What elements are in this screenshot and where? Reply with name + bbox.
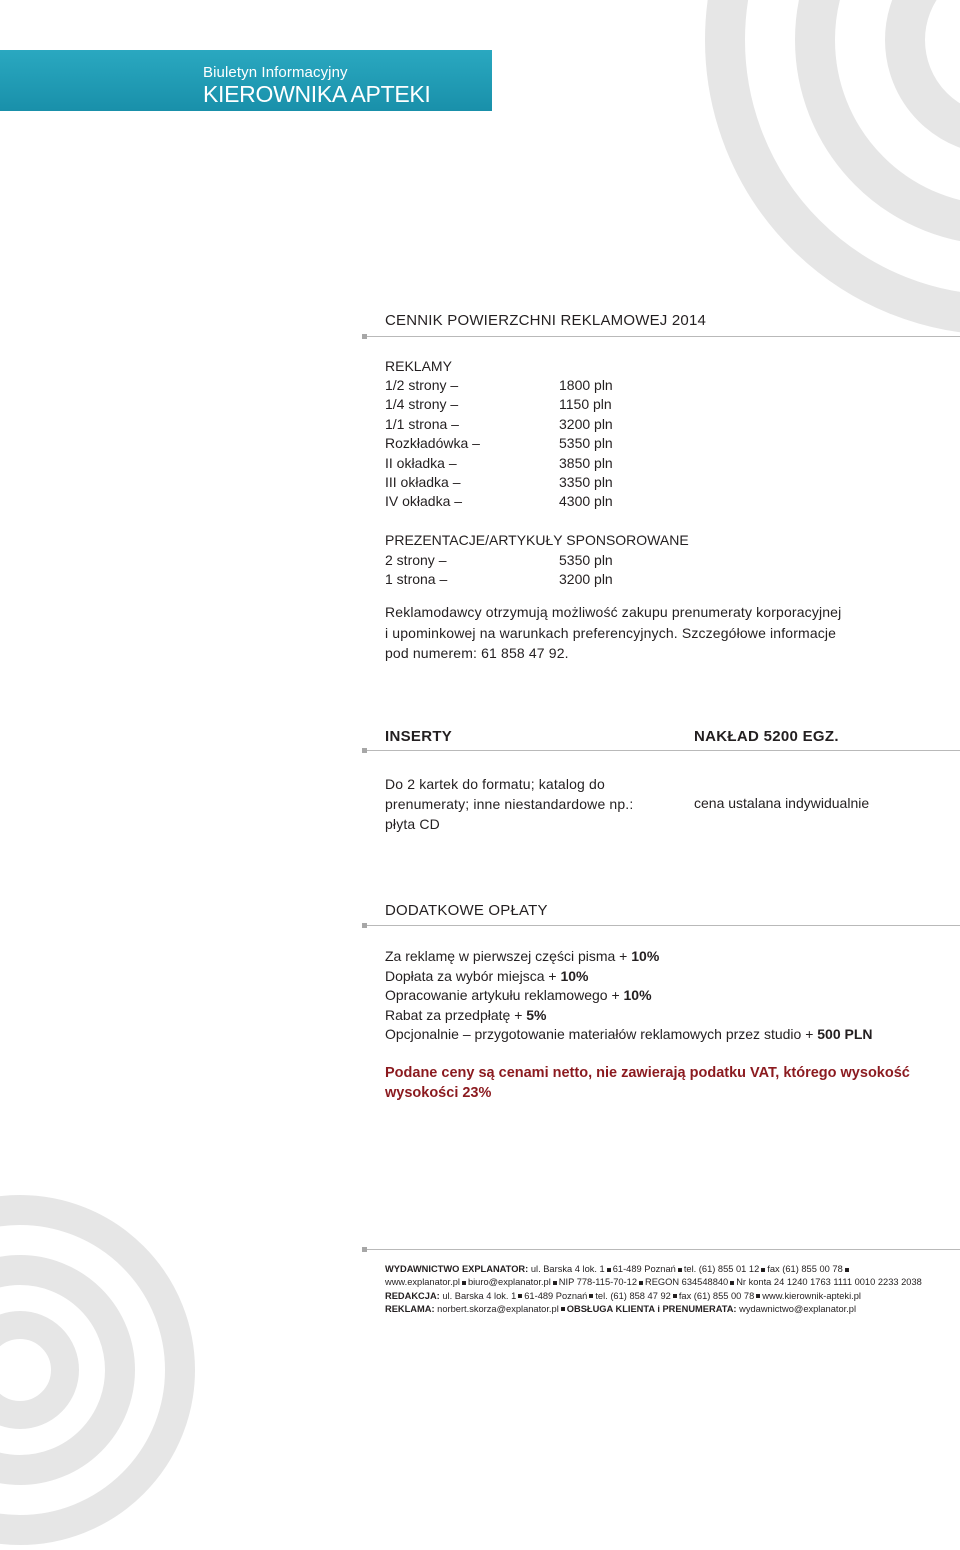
fee-label: Dopłata za wybór miejsca + [385,967,561,984]
editorial-address: ul. Barska 4 lok. 1 [442,1290,517,1301]
sponsored-heading: PREZENTACJE/ARTYKUŁY SPONSOROWANE [385,532,689,548]
item-price: 3200 pln [559,571,613,588]
description-line: prenumeraty; inne niestandardowe np.: [385,796,634,812]
fee-label: Opcjonalnie – przygotowanie materiałów reklamowych przez studio + [385,1026,818,1042]
section-divider [362,336,960,337]
vat-note [385,1063,910,1103]
item-price: 1150 pln [559,396,612,413]
item-price: 5350 pln [559,435,613,452]
fee-label: Za reklamę w pierwszej części pisma + [385,948,632,964]
vat-note-line: Podane ceny są cenami netto, nie zawierają podatku VAT, którego wysokość [385,1065,910,1081]
banner-subtitle: Biuletyn Informacyjny [203,64,348,81]
fee-label: Rabat za przedpłatę + [385,1006,527,1023]
list-item [385,1025,873,1045]
section-divider [362,1249,960,1250]
item-label: 1/2 strony – [385,377,459,393]
separator-icon [845,1268,849,1272]
editorial-city: 61-489 Poznań [524,1290,588,1301]
editorial-website-link[interactable]: www.kierownik-apteki.pl [762,1290,861,1301]
nip-number: NIP 778-115-70-12 [558,1277,637,1288]
separator-icon [561,1307,565,1311]
circulation-label: NAKŁAD 5200 EGZ. [694,728,839,745]
fee-label: Opracowanie artykułu reklamowego + [385,987,624,1003]
publisher-label: WYDAWNICTWO EXPLANATOR: [385,1264,529,1274]
service-label: OBSŁUGA KLIENTA i PRENUMERATA: [566,1303,737,1314]
list-item [385,967,873,987]
regon-number: REGON 634548840 [645,1277,729,1288]
fee-value: 10% [560,967,589,984]
item-label: III okładka – [385,473,461,490]
extra-fees-list [385,947,873,1045]
footer-line-company [385,1276,955,1289]
item-price: 1800 pln [559,377,613,393]
footer-line-editorial [385,1290,955,1303]
separator-icon [761,1268,765,1272]
header-banner [0,50,492,111]
item-price: 3850 pln [559,454,613,471]
footer-line-publisher [385,1263,955,1276]
description-line: Do 2 kartek do formatu; katalog do [385,776,605,792]
inserts-description [385,774,633,834]
item-label: 1 strona – [385,571,448,588]
editorial-label: REDAKCJA: [385,1290,440,1301]
item-label: IV okładka – [385,493,463,510]
item-label: 1/1 strona – [385,415,459,432]
item-price: 5350 pln [559,552,613,568]
subscription-note [385,602,841,664]
fee-value: 5% [526,1006,547,1023]
note-line: pod numerem: 61 858 47 92. [385,645,569,661]
separator-icon [673,1294,677,1298]
separator-icon [553,1281,557,1285]
separator-icon [756,1294,760,1298]
item-label: II okładka – [385,454,457,471]
separator-icon [607,1268,611,1272]
editorial-fax: fax (61) 855 00 78 [678,1290,755,1301]
inserts-price: cena ustalana indywidualnie [694,795,870,811]
list-item [385,1006,873,1026]
extra-fees-heading: DODATKOWE OPŁATY [385,902,548,919]
bank-account: Nr konta 24 1240 1763 1111 0010 2233 2038 [736,1277,922,1288]
note-line: Reklamodawcy otrzymują możliwość zakupu prenumeraty korporacyjnej [385,604,842,620]
publisher-address: ul. Barska 4 lok. 1 [530,1264,605,1274]
separator-icon [518,1294,522,1298]
banner-title: KIEROWNIKA APTEKI [203,81,431,107]
section-divider [362,925,960,926]
separator-icon [462,1281,466,1285]
publisher-city: 61-489 Poznań [612,1264,676,1274]
item-label: 2 strony – [385,552,447,568]
description-line: płyta CD [385,816,440,832]
inserts-heading: INSERTY [385,728,453,745]
decorative-rings-bottom [0,1190,200,1550]
footer [385,1263,955,1316]
list-item [385,947,873,967]
separator-icon [589,1294,593,1298]
footer-line-contacts [385,1303,955,1316]
price-list-title: CENNIK POWIERZCHNI REKLAMOWEJ 2014 [385,312,707,329]
decorative-rings-top [690,0,960,380]
fee-value: 10% [623,987,652,1003]
ads-label: REKLAMA: [385,1303,435,1314]
publisher-website-link[interactable]: www.explanator.pl [385,1277,460,1288]
separator-icon [639,1281,643,1285]
fee-value: 500 PLN [817,1026,873,1042]
service-email-link[interactable]: wydawnictwo@explanator.pl [739,1303,857,1314]
ads-heading: REKLAMY [385,358,452,374]
fee-value: 10% [631,948,660,964]
item-price: 4300 pln [559,493,613,510]
section-divider [362,750,960,751]
vat-note-line: wysokości 23% [385,1085,492,1101]
publisher-fax: fax (61) 855 00 78 [767,1264,843,1274]
item-label: 1/4 strony – [385,396,459,413]
separator-icon [678,1268,682,1272]
item-price: 3200 pln [559,415,613,432]
editorial-phone: tel. (61) 858 47 92 [595,1290,671,1301]
ads-email-link[interactable]: norbert.skorza@explanator.pl [437,1303,559,1314]
item-price: 3350 pln [559,473,613,490]
separator-icon [730,1281,734,1285]
publisher-phone: tel. (61) 855 01 12 [683,1264,760,1274]
note-line: i upominkowej na warunkach preferencyjnych. Szczegółowe informacje [385,624,837,641]
item-label: Rozkładówka – [385,435,480,452]
publisher-email-link[interactable]: biuro@explanator.pl [467,1277,551,1288]
list-item [385,986,873,1006]
